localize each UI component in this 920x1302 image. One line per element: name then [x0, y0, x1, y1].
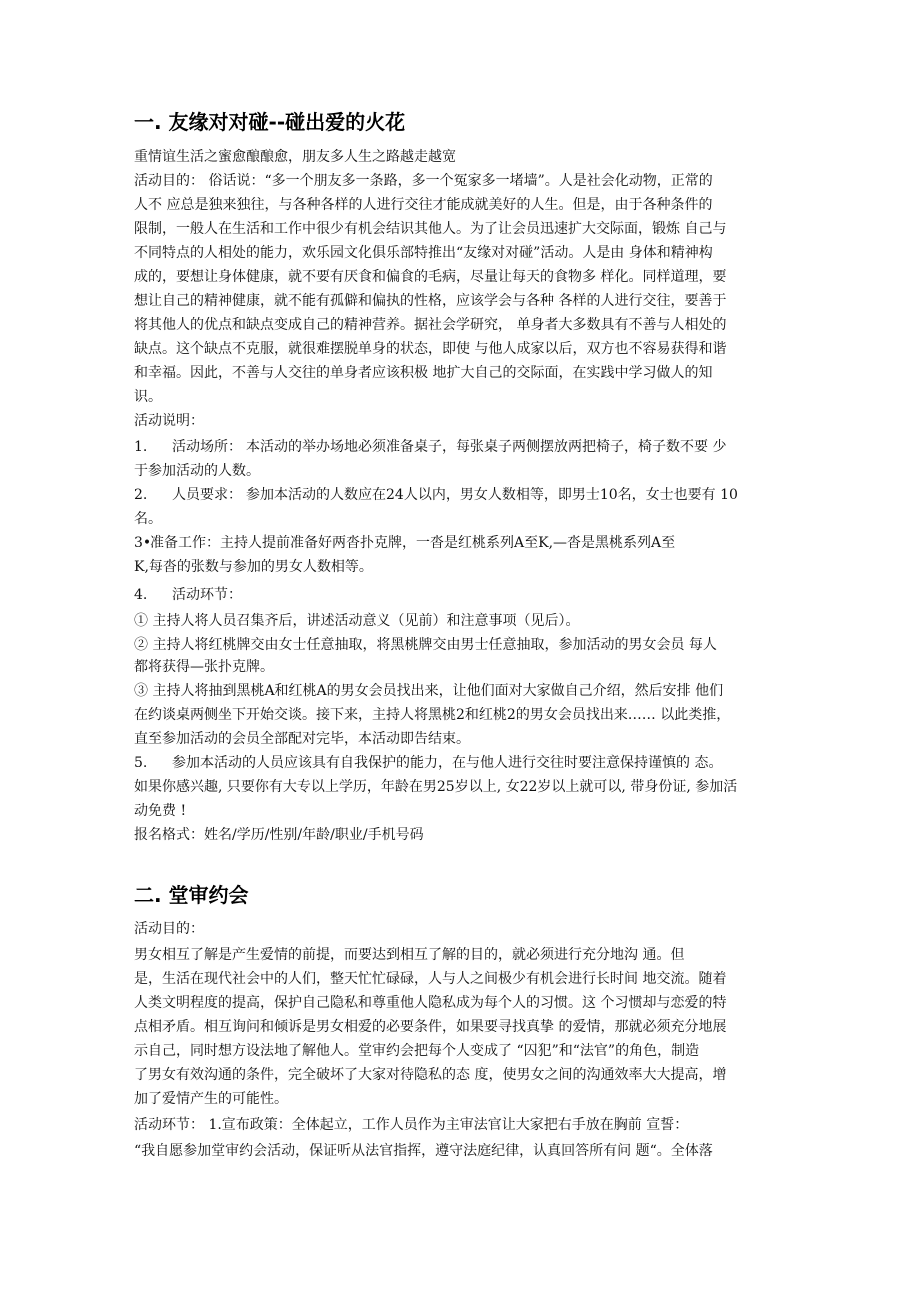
steps-line: “我自愿参加堂审约会活动，保证听从法官指挥，遵守法庭纪律，认真回答所有问 题“。全体落	[134, 1143, 713, 1159]
purpose-line: 活动目的： 俗话说：“多一个朋友多一条路，多一个冤家多一堵墙”。人是社会化动物，正常的	[134, 173, 713, 189]
item-number: 3•	[134, 535, 152, 551]
purpose-line: 了男女有效沟通的条件，完全破坏了大家对待隐私的态 度，使男女之间的沟通效率大大提高，增	[134, 1067, 727, 1083]
steps-line: 活动环节： 1.宣布政策：全体起立，工作人员作为主审法官让大家把右手放在胸前 宣誓：	[134, 1117, 689, 1133]
item-line: 活动环节：	[172, 587, 242, 603]
item-prefix: 活动场所：	[172, 439, 242, 455]
purpose-line: 缺点。这个缺点不克服，就很难摆脱单身的状态，即使 与他人成家以后，双方也不容易获得和谐	[134, 341, 727, 357]
purpose-line: 成的，要想让身体健康，就不要有厌食和偏食的毛病，尽量让每天的食物多 样化。同样道理，要	[134, 269, 727, 285]
explain-label: 活动说明：	[134, 413, 204, 429]
purpose-line: 和幸福。因此，不善与人交往的单身者应该积极 地扩大自己的交际面，在实践中学习做人的知	[134, 365, 713, 381]
purpose-line: 识。	[134, 389, 162, 405]
purpose-line: 人不 应总是独来独往，与各种各样的人进行交往才能成就美好的人生。但是，由于各种条件的	[134, 197, 713, 213]
item-number: 4.	[134, 587, 148, 603]
step-line: ② 主持人将红桃牌交由女士任意抽取，将黑桃牌交由男士任意抽取，参加活动的男女会员 每人	[134, 637, 717, 653]
purpose-line: 是，生活在现代社会中的人们，整天忙忙碌碌，人与人之间极少有机会进行长时间 地交流。随着	[134, 971, 727, 987]
item-line: 参加本活动的人员应该具有自我保护的能力，在与他人进行交往时要注意保持谨慎的 态。	[172, 755, 723, 771]
item-line: 参加本活动的人数应在24人以内，男女人数相等，即男士10名，女士也要有 10	[246, 487, 738, 503]
item-number: 2.	[134, 487, 148, 503]
purpose-line: 男女相互了解是产生爱情的前提，而要达到相互了解的目的，就必须进行充分地沟 通。但	[134, 947, 685, 963]
section1-subtitle: 重情谊生活之蜜愈酿酿愈，朋友多人生之路越走越宽	[134, 149, 456, 165]
item-prefix: 人员要求：	[172, 487, 242, 503]
item-number: 1.	[134, 439, 148, 455]
purpose-line: 点相矛盾。相互询问和倾诉是男女相爱的必要条件，如果要寻找真挚 的爱情，那就必须充分地展	[134, 1019, 727, 1035]
closing-line: 动免费 !	[134, 803, 187, 819]
item-line: 准备工作：主持人提前准备好两沓扑克牌，一沓是红桃系列A至K,—沓是黑桃系列A至	[150, 535, 676, 551]
signup-format: 报名格式：姓名/学历/性别/年龄/职业/手机号码	[134, 827, 424, 843]
purpose-line: 人类文明程度的提高，保护自己隐私和尊重他人隐私成为每个人的习惯。这 个习惯却与恋爱的特	[134, 995, 727, 1011]
step-line: ③ 主持人将抽到黑桃A和红桃A的男女会员找出来，让他们面对大家做自己介绍，然后安排 他们	[134, 683, 724, 699]
section2-title: 二. 堂审约会	[134, 883, 249, 907]
item-line: 名。	[134, 511, 162, 527]
step-line: 在约谈桌两侧坐下开始交谈。接下来，主持人将黑桃2和红桃2的男女会员找出来…… 以此类推，	[134, 707, 731, 723]
section1-title: 一. 友缘对对碰--碰出爱的火花	[134, 110, 406, 134]
purpose-line: 限制，一般人在生活和工作中很少有机会结识其他人。为了让会员迅速扩大交际面，锻炼 自己与	[134, 221, 727, 237]
item-line: 于参加活动的人数。	[134, 463, 260, 479]
purpose-line: 示自己，同时想方设法地了解他人。堂审约会把每个人变成了 “囚犯”和“法官”的角色，制造	[134, 1043, 700, 1059]
purpose-line: 加了爱情产生的可能性。	[134, 1091, 288, 1107]
purpose-line: 想让自己的精神健康，就不能有孤僻和偏执的性格，应该学会与各种 各样的人进行交往，要善于	[134, 293, 727, 309]
purpose-line: 不同特点的人相处的能力，欢乐园文化俱乐部特推出“友缘对对碰”活动。人是由 身体和精神构	[134, 245, 713, 261]
step-line: 都将获得—张扑克牌。	[134, 659, 274, 675]
item-line: K,每沓的张数与参加的男女人数相等。	[134, 559, 373, 575]
step-line: ① 主持人将人员召集齐后，讲述活动意义（见前）和注意事项（见后）。	[134, 613, 580, 629]
item-line: 本活动的举办场地必须准备桌子，每张桌子两侧摆放两把椅子，椅子数不要 少	[246, 439, 727, 455]
section2-purpose-label: 活动目的：	[134, 921, 204, 937]
closing-line: 如果你感兴趣, 只要你有大专以上学历，年龄在男25岁以上, 女22岁以上就可以, 带身份证, 参加活	[134, 779, 738, 795]
item-number: 5.	[134, 755, 148, 771]
step-line: 直至参加活动的会员全部配对完毕，本活动即告结束。	[134, 731, 470, 747]
purpose-line: 将其他人的优点和缺点变成自己的精神营养。据社会学研究， 单身者大多数具有不善与人相处的	[134, 317, 727, 333]
